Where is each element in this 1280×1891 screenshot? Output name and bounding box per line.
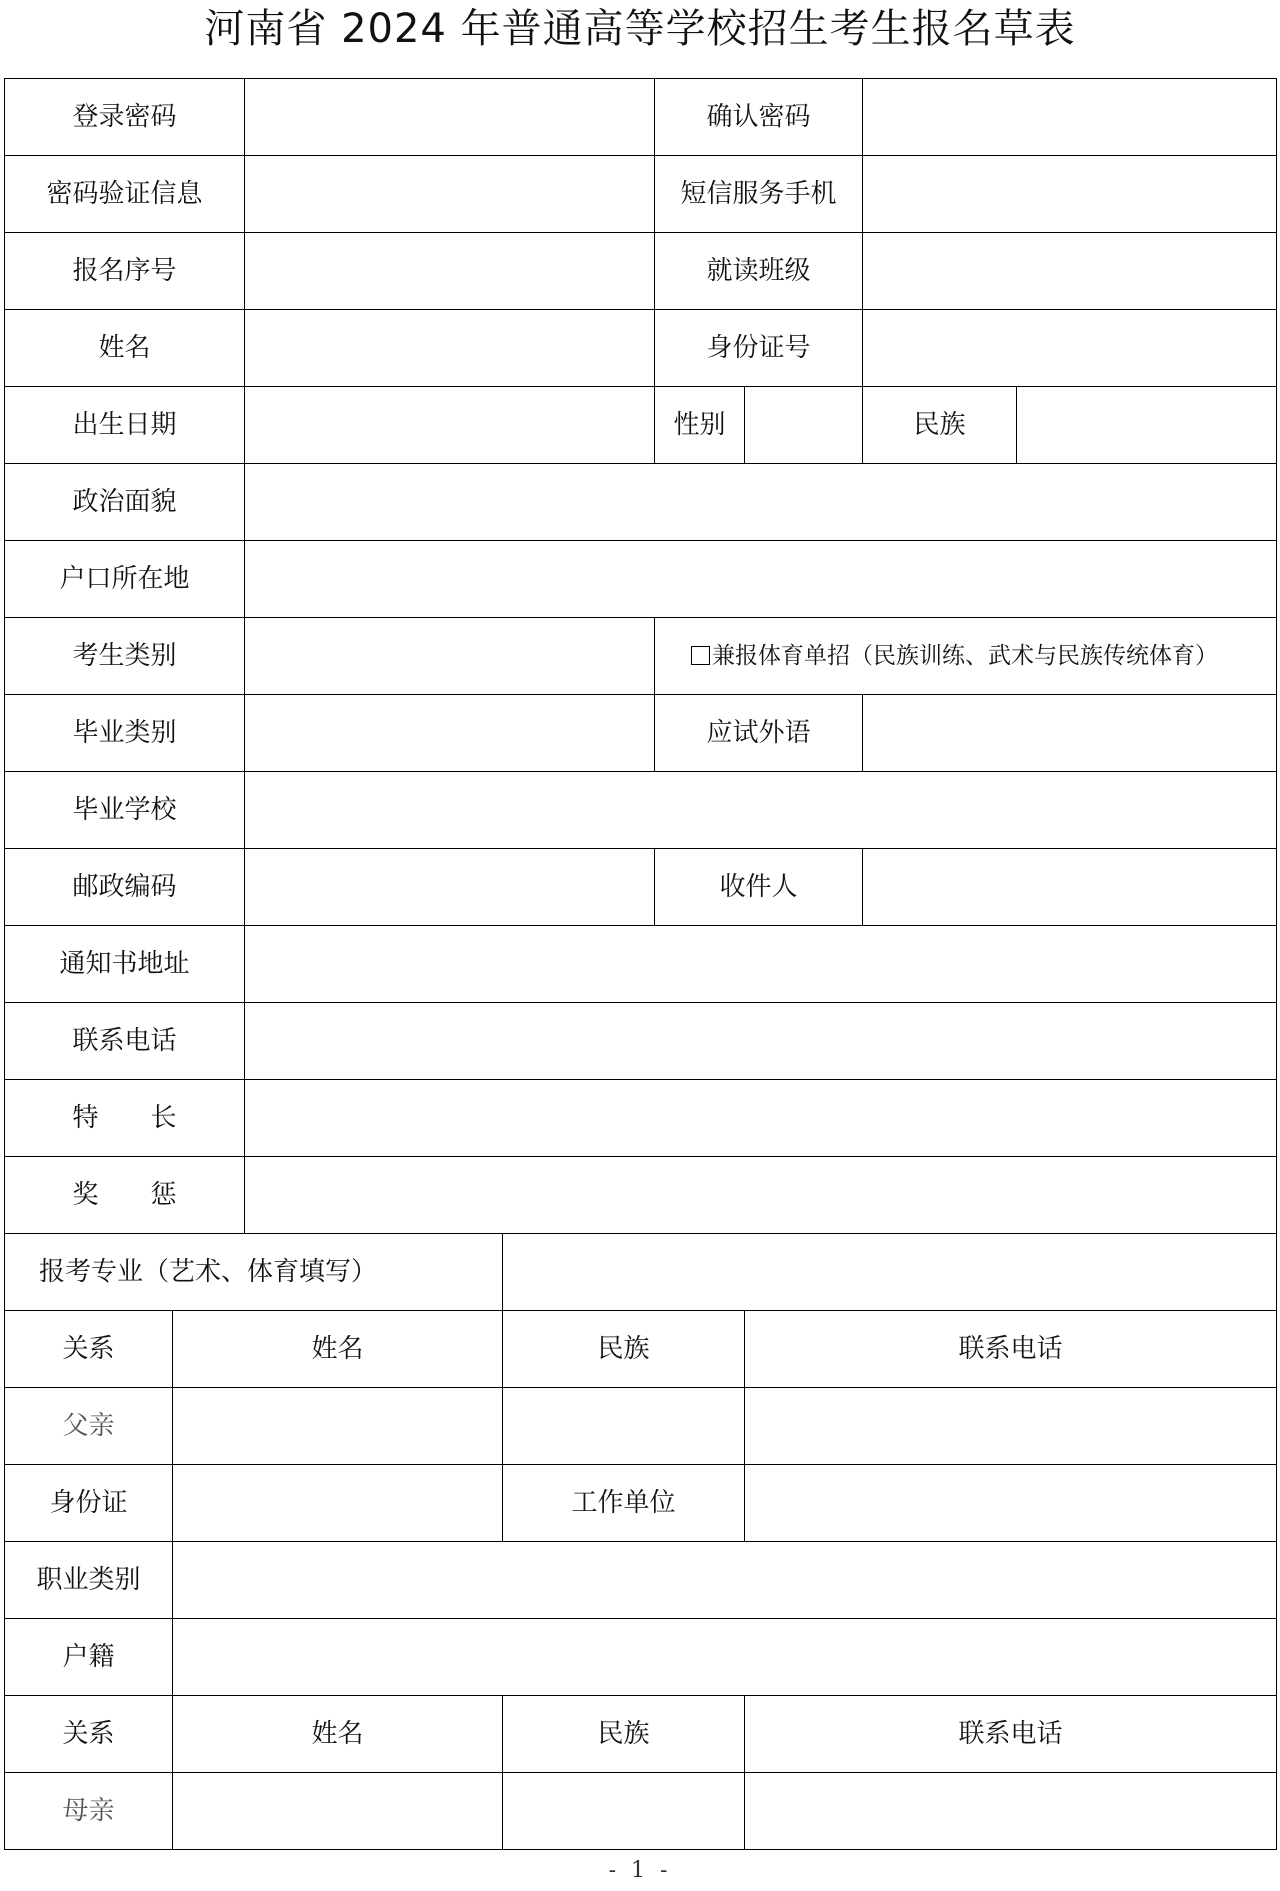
row-father bbox=[5, 1388, 1277, 1465]
relation-header: 关系 bbox=[5, 1311, 173, 1388]
row-reg-no bbox=[5, 233, 1277, 310]
father-phone-field[interactable] bbox=[745, 1388, 1277, 1465]
id-no-field[interactable] bbox=[863, 310, 1277, 387]
row-notice-address bbox=[5, 926, 1277, 1003]
sms-phone-label: 短信服务手机 bbox=[655, 156, 863, 233]
political-status-field[interactable] bbox=[245, 464, 1277, 541]
recipient-label: 收件人 bbox=[655, 849, 863, 926]
foreign-lang-field[interactable] bbox=[863, 695, 1277, 772]
grad-school-field[interactable] bbox=[245, 772, 1277, 849]
name-field[interactable] bbox=[245, 310, 655, 387]
notice-address-field[interactable] bbox=[245, 926, 1277, 1003]
row-father-census bbox=[5, 1619, 1277, 1696]
father-work-unit-label: 工作单位 bbox=[503, 1465, 745, 1542]
relation-header-2: 关系 bbox=[5, 1696, 173, 1773]
page-number: - 1 - bbox=[608, 1858, 672, 1883]
family-ethnicity-header-2: 民族 bbox=[503, 1696, 745, 1773]
occupation-label: 职业类别 bbox=[5, 1542, 173, 1619]
class-field[interactable] bbox=[863, 233, 1277, 310]
form-title: 河南省 2024 年普通高等学校招生考生报名草表 bbox=[204, 6, 1076, 52]
phone-label: 联系电话 bbox=[5, 1003, 245, 1080]
father-id-label: 身份证 bbox=[5, 1465, 173, 1542]
row-exam-category bbox=[5, 618, 1277, 695]
row-father-id bbox=[5, 1465, 1277, 1542]
grad-category-label: 毕业类别 bbox=[5, 695, 245, 772]
mother-ethnicity-field[interactable] bbox=[503, 1773, 745, 1850]
census-field[interactable] bbox=[173, 1619, 1277, 1696]
father-id-field[interactable] bbox=[173, 1465, 503, 1542]
ethnicity-field[interactable] bbox=[1017, 387, 1277, 464]
family-phone-header: 联系电话 bbox=[745, 1311, 1277, 1388]
checkbox-icon[interactable] bbox=[691, 646, 710, 665]
class-label: 就读班级 bbox=[655, 233, 863, 310]
mother-label: 母亲 bbox=[5, 1773, 173, 1850]
confirm-password-label: 确认密码 bbox=[655, 79, 863, 156]
rewards-field[interactable] bbox=[245, 1157, 1277, 1234]
row-rewards bbox=[5, 1157, 1277, 1234]
row-father-headers bbox=[5, 1311, 1277, 1388]
row-postcode bbox=[5, 849, 1277, 926]
rewards-label: 奖 惩 bbox=[5, 1157, 245, 1234]
row-household bbox=[5, 541, 1277, 618]
sms-phone-field[interactable] bbox=[863, 156, 1277, 233]
specialty-label: 特 长 bbox=[5, 1080, 245, 1157]
row-specialty bbox=[5, 1080, 1277, 1157]
row-mother bbox=[5, 1773, 1277, 1850]
password-hint-label: 密码验证信息 bbox=[5, 156, 245, 233]
pe-single-exam-label: 兼报体育单招（民族训练、武术与民族传统体育） bbox=[712, 643, 1219, 669]
row-father-occupation bbox=[5, 1542, 1277, 1619]
id-no-label: 身份证号 bbox=[655, 310, 863, 387]
household-field[interactable] bbox=[245, 541, 1277, 618]
confirm-password-field[interactable] bbox=[863, 79, 1277, 156]
row-grad-category bbox=[5, 695, 1277, 772]
birth-date-label: 出生日期 bbox=[5, 387, 245, 464]
birth-date-field[interactable] bbox=[245, 387, 655, 464]
row-major bbox=[5, 1234, 1277, 1311]
row-birth-date bbox=[5, 387, 1277, 464]
father-name-field[interactable] bbox=[173, 1388, 503, 1465]
reg-no-field[interactable] bbox=[245, 233, 655, 310]
ethnicity-label: 民族 bbox=[863, 387, 1017, 464]
family-phone-header-2: 联系电话 bbox=[745, 1696, 1277, 1773]
mother-phone-field[interactable] bbox=[745, 1773, 1277, 1850]
occupation-field[interactable] bbox=[173, 1542, 1277, 1619]
foreign-lang-label: 应试外语 bbox=[655, 695, 863, 772]
row-mother-headers bbox=[5, 1696, 1277, 1773]
family-name-header: 姓名 bbox=[173, 1311, 503, 1388]
major-field[interactable] bbox=[503, 1234, 1277, 1311]
family-ethnicity-header: 民族 bbox=[503, 1311, 745, 1388]
exam-category-label: 考生类别 bbox=[5, 618, 245, 695]
specialty-field[interactable] bbox=[245, 1080, 1277, 1157]
major-label: 报考专业（艺术、体育填写） bbox=[5, 1234, 503, 1311]
grad-category-field[interactable] bbox=[245, 695, 655, 772]
phone-field[interactable] bbox=[245, 1003, 1277, 1080]
father-label: 父亲 bbox=[5, 1388, 173, 1465]
family-name-header-2: 姓名 bbox=[173, 1696, 503, 1773]
recipient-field[interactable] bbox=[863, 849, 1277, 926]
postcode-field[interactable] bbox=[245, 849, 655, 926]
exam-category-field[interactable] bbox=[245, 618, 655, 695]
registration-form-table bbox=[4, 78, 1277, 1850]
census-label: 户籍 bbox=[5, 1619, 173, 1696]
household-label: 户口所在地 bbox=[5, 541, 245, 618]
row-grad-school bbox=[5, 772, 1277, 849]
grad-school-label: 毕业学校 bbox=[5, 772, 245, 849]
gender-field[interactable] bbox=[745, 387, 863, 464]
name-label: 姓名 bbox=[5, 310, 245, 387]
mother-name-field[interactable] bbox=[173, 1773, 503, 1850]
gender-label: 性别 bbox=[655, 387, 745, 464]
login-password-label: 登录密码 bbox=[5, 79, 245, 156]
political-status-label: 政治面貌 bbox=[5, 464, 245, 541]
row-political-status bbox=[5, 464, 1277, 541]
reg-no-label: 报名序号 bbox=[5, 233, 245, 310]
pe-single-exam-option[interactable] bbox=[655, 618, 1277, 695]
row-phone bbox=[5, 1003, 1277, 1080]
postcode-label: 邮政编码 bbox=[5, 849, 245, 926]
login-password-field[interactable] bbox=[245, 79, 655, 156]
row-login-password bbox=[5, 79, 1277, 156]
row-name bbox=[5, 310, 1277, 387]
notice-address-label: 通知书地址 bbox=[5, 926, 245, 1003]
row-password-hint bbox=[5, 156, 1277, 233]
password-hint-field[interactable] bbox=[245, 156, 655, 233]
father-ethnicity-field[interactable] bbox=[503, 1388, 745, 1465]
father-work-unit-field[interactable] bbox=[745, 1465, 1277, 1542]
